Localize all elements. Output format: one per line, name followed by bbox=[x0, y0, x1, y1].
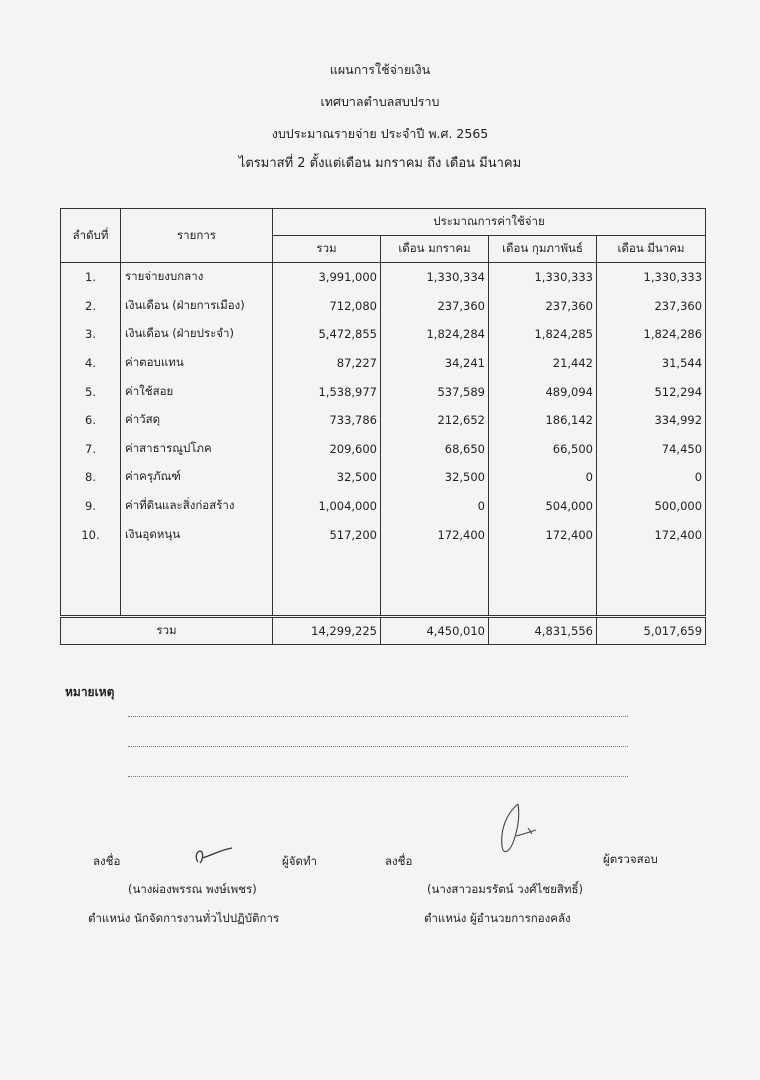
sum-label: รวม bbox=[61, 616, 273, 644]
row-total: 209,600 bbox=[273, 435, 381, 464]
header-march: เดือน มีนาคม bbox=[597, 236, 706, 263]
row-jan: 34,241 bbox=[381, 349, 489, 378]
table-row bbox=[61, 377, 706, 406]
header-total: รวม bbox=[273, 236, 381, 263]
row-total: 517,200 bbox=[273, 520, 381, 549]
table-row bbox=[61, 349, 706, 378]
table-row bbox=[61, 520, 706, 549]
row-total: 87,227 bbox=[273, 349, 381, 378]
row-mar: 334,992 bbox=[597, 406, 706, 435]
row-item: ค่าสาธารณูปโภค bbox=[121, 435, 273, 464]
table-sum-row bbox=[61, 616, 706, 644]
header-february: เดือน กุมภาพันธ์ bbox=[489, 236, 597, 263]
row-mar: 74,450 bbox=[597, 435, 706, 464]
header-january: เดือน มกราคม bbox=[381, 236, 489, 263]
row-item: ค่าที่ดินและสิ่งก่อสร้าง bbox=[121, 492, 273, 521]
row-no: 3. bbox=[61, 320, 121, 349]
row-mar: 31,544 bbox=[597, 349, 706, 378]
row-jan: 237,360 bbox=[381, 292, 489, 321]
doc-title: แผนการใช้จ่ายเงิน bbox=[329, 62, 431, 77]
sum-mar: 5,017,659 bbox=[597, 616, 706, 644]
row-jan: 172,400 bbox=[381, 520, 489, 549]
table-row bbox=[61, 463, 706, 492]
row-feb: 186,142 bbox=[489, 406, 597, 435]
row-feb: 1,330,333 bbox=[489, 263, 597, 292]
row-jan: 32,500 bbox=[381, 463, 489, 492]
budget-table bbox=[60, 208, 706, 645]
remarks-line bbox=[128, 746, 628, 747]
row-no: 8. bbox=[61, 463, 121, 492]
table-row bbox=[61, 492, 706, 521]
row-item: ค่าครุภัณฑ์ bbox=[121, 463, 273, 492]
row-total: 5,472,855 bbox=[273, 320, 381, 349]
row-jan: 68,650 bbox=[381, 435, 489, 464]
remarks-line bbox=[128, 776, 628, 777]
row-no: 1. bbox=[61, 263, 121, 292]
left-position: ตำแหน่ง นักจัดการงานทั่วไปปฏิบัติการ bbox=[88, 911, 280, 925]
row-item: ค่าตอบแทน bbox=[121, 349, 273, 378]
row-total: 1,004,000 bbox=[273, 492, 381, 521]
row-mar: 512,294 bbox=[597, 377, 706, 406]
row-feb: 21,442 bbox=[489, 349, 597, 378]
row-no: 6. bbox=[61, 406, 121, 435]
row-jan: 212,652 bbox=[381, 406, 489, 435]
row-mar: 0 bbox=[597, 463, 706, 492]
row-item: เงินเดือน (ฝ่ายประจำ) bbox=[121, 320, 273, 349]
sum-total: 14,299,225 bbox=[273, 616, 381, 644]
remarks-line bbox=[128, 716, 628, 717]
row-mar: 500,000 bbox=[597, 492, 706, 521]
table-row bbox=[61, 320, 706, 349]
row-jan: 537,589 bbox=[381, 377, 489, 406]
row-feb: 66,500 bbox=[489, 435, 597, 464]
row-total: 3,991,000 bbox=[273, 263, 381, 292]
sum-jan: 4,450,010 bbox=[381, 616, 489, 644]
row-mar: 1,824,286 bbox=[597, 320, 706, 349]
table-row bbox=[61, 435, 706, 464]
row-item: ค่าใช้สอย bbox=[121, 377, 273, 406]
doc-budget-year: งบประมาณรายจ่าย ประจำปี พ.ศ. 2565 bbox=[271, 126, 489, 141]
header-item: รายการ bbox=[121, 209, 273, 263]
right-signature-mark bbox=[494, 800, 540, 862]
row-no: 9. bbox=[61, 492, 121, 521]
row-total: 712,080 bbox=[273, 292, 381, 321]
row-item: รายจ่ายงบกลาง bbox=[121, 263, 273, 292]
table-row bbox=[61, 406, 706, 435]
row-total: 1,538,977 bbox=[273, 377, 381, 406]
header-estimate-group: ประมาณการค่าใช้จ่าย bbox=[273, 209, 706, 236]
row-no: 5. bbox=[61, 377, 121, 406]
table-row bbox=[61, 292, 706, 321]
doc-organization: เทศบาลตำบลสบปราบ bbox=[320, 94, 440, 109]
row-mar: 1,330,333 bbox=[597, 263, 706, 292]
right-position: ตำแหน่ง ผู้อำนวยการกองคลัง bbox=[424, 911, 571, 925]
row-total: 32,500 bbox=[273, 463, 381, 492]
row-feb: 0 bbox=[489, 463, 597, 492]
row-feb: 504,000 bbox=[489, 492, 597, 521]
row-no: 10. bbox=[61, 520, 121, 549]
row-item: เงินเดือน (ฝ่ายการเมือง) bbox=[121, 292, 273, 321]
table-blank-row bbox=[61, 549, 706, 617]
row-no: 2. bbox=[61, 292, 121, 321]
row-jan: 1,824,284 bbox=[381, 320, 489, 349]
remarks-label: หมายเหตุ bbox=[65, 685, 115, 699]
row-jan: 0 bbox=[381, 492, 489, 521]
row-feb: 489,094 bbox=[489, 377, 597, 406]
header-no: ลำดับที่ bbox=[61, 209, 121, 263]
row-total: 733,786 bbox=[273, 406, 381, 435]
doc-quarter: ไตรมาสที่ 2 ตั้งแต่เดือน มกราคม ถึง เดือน มีนาคม bbox=[238, 156, 522, 171]
row-feb: 172,400 bbox=[489, 520, 597, 549]
row-jan: 1,330,334 bbox=[381, 263, 489, 292]
left-role: ผู้จัดทำ bbox=[282, 854, 317, 868]
row-item: ค่าวัสดุ bbox=[121, 406, 273, 435]
right-sign-label: ลงชื่อ bbox=[385, 854, 413, 868]
row-no: 4. bbox=[61, 349, 121, 378]
sum-feb: 4,831,556 bbox=[489, 616, 597, 644]
row-mar: 172,400 bbox=[597, 520, 706, 549]
row-no: 7. bbox=[61, 435, 121, 464]
left-signature-mark bbox=[192, 838, 236, 868]
row-item: เงินอุดหนุน bbox=[121, 520, 273, 549]
left-sign-label: ลงชื่อ bbox=[93, 854, 121, 868]
table-row bbox=[61, 263, 706, 292]
row-feb: 1,824,285 bbox=[489, 320, 597, 349]
right-role: ผู้ตรวจสอบ bbox=[603, 852, 658, 866]
right-name: (นางสาวอมรรัตน์ วงศ์ไชยสิทธิ์) bbox=[427, 882, 583, 896]
row-mar: 237,360 bbox=[597, 292, 706, 321]
row-feb: 237,360 bbox=[489, 292, 597, 321]
left-name: (นางผ่องพรรณ พงษ์เพชร) bbox=[128, 882, 257, 896]
